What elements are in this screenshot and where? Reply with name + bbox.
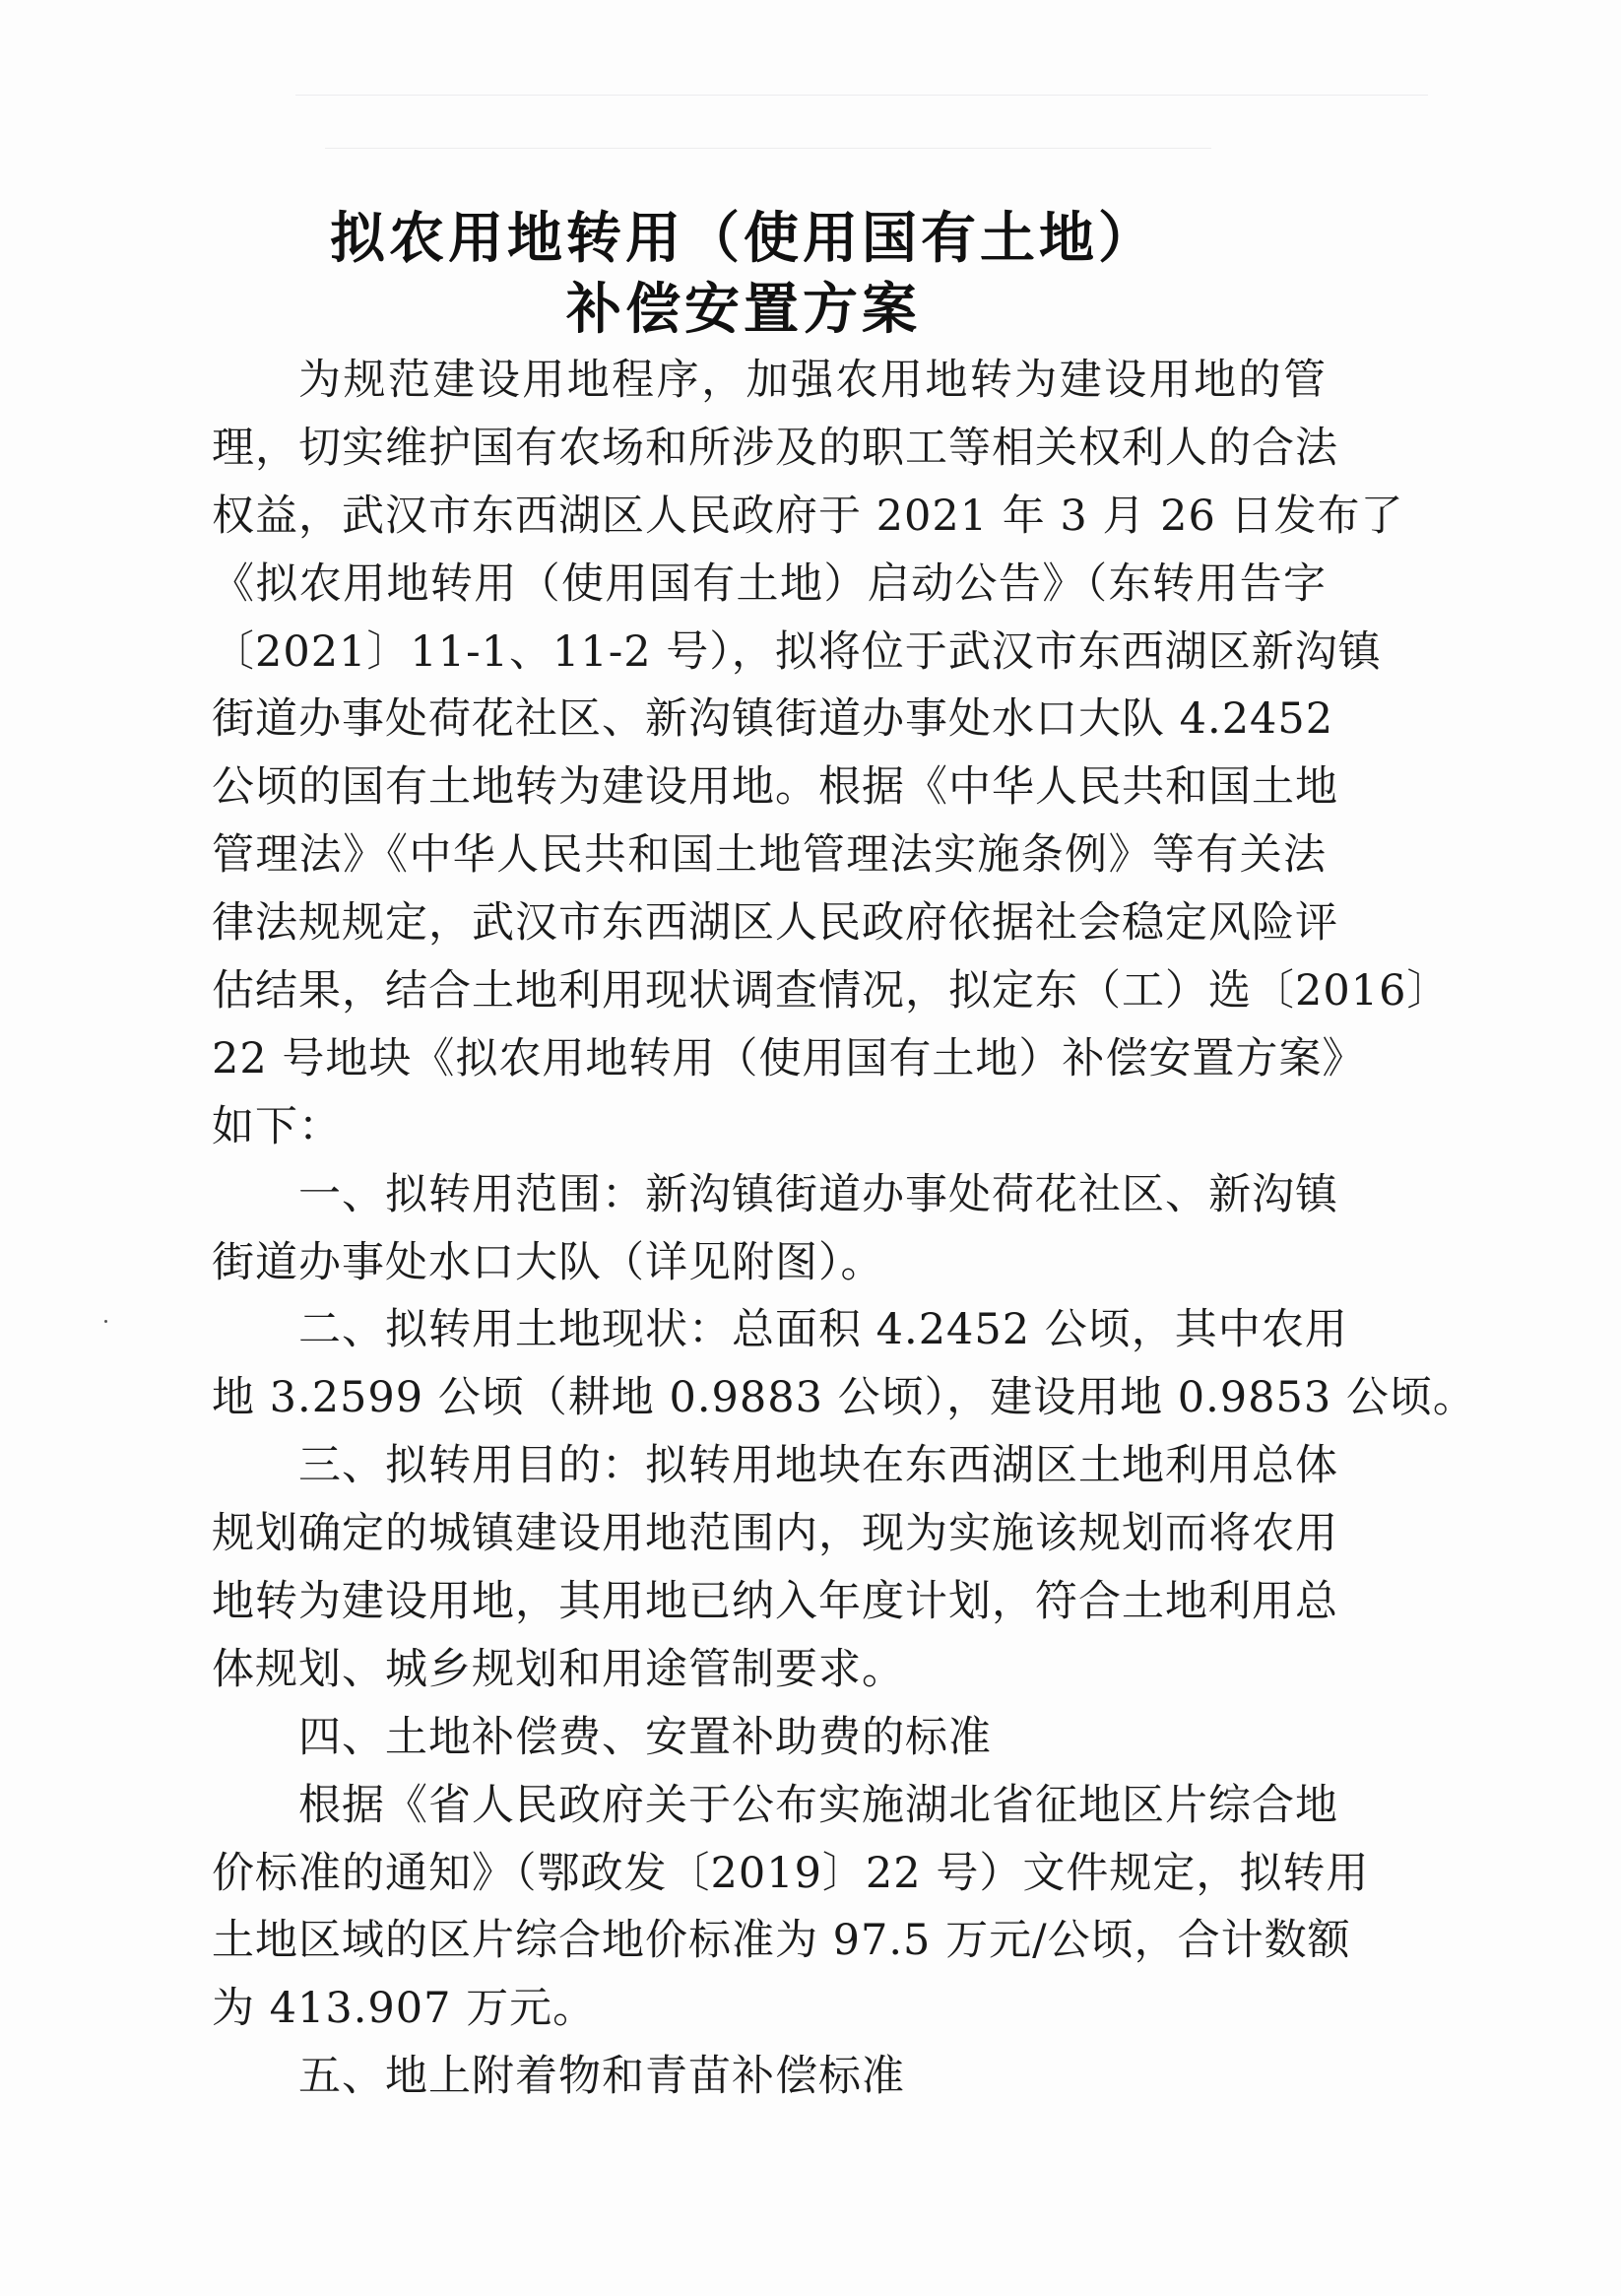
section-heading-compensation: 四、土地补偿费、安置补助费的标准 (298, 1712, 992, 1762)
scan-dot (104, 1320, 107, 1323)
body-line: 街道办事处水口大队（详见附图）。 (212, 1237, 884, 1287)
body-line: 价标准的通知》（鄂政发〔2019〕22 号）文件规定，拟转用 (212, 1848, 1370, 1898)
body-line: 〔2021〕11-1、11-2 号），拟将位于武汉市东西湖区新沟镇 (212, 626, 1382, 677)
body-line: 街道办事处荷花社区、新沟镇街道办事处水口大队 4.2452 (212, 694, 1334, 745)
body-line: 权益，武汉市东西湖区人民政府于 2021 年 3 月 26 日发布了 (212, 491, 1404, 541)
body-line: 公顷的国有土地转为建设用地。根据《中华人民共和国土地 (212, 762, 1338, 813)
body-line: 估结果，结合土地利用现状调查情况，拟定东（工）选〔2016〕 (212, 966, 1451, 1017)
body-line: 体规划、城乡规划和用途管制要求。 (212, 1644, 905, 1694)
body-line: 地 3.2599 公顷（耕地 0.9883 公顷），建设用地 0.9853 公顷。 (212, 1373, 1476, 1423)
body-line: 理，切实维护国有农场和所涉及的职工等相关权利人的合法 (212, 423, 1338, 473)
body-line: 规划确定的城镇建设用地范围内，现为实施该规划而将农用 (212, 1509, 1338, 1559)
section-heading-scope: 一、拟转用范围：新沟镇街道办事处荷花社区、新沟镇 (298, 1169, 1338, 1219)
document-title-line1: 拟农用地转用（使用国有土地） (330, 207, 1157, 271)
section-heading-attachments: 五、地上附着物和青苗补偿标准 (298, 2052, 905, 2102)
body-line: 22 号地块《拟农用地转用（使用国有土地）补偿安置方案》 (212, 1033, 1366, 1083)
document-body (212, 347, 1476, 2111)
scan-artifact (325, 148, 1211, 149)
body-line: 如下： (212, 1101, 342, 1151)
body-line: 为 413.907 万元。 (212, 1984, 597, 2034)
section-heading-status: 二、拟转用土地现状：总面积 4.2452 公顷，其中农用 (298, 1305, 1348, 1355)
body-line: 地转为建设用地，其用地已纳入年度计划，符合土地利用总 (212, 1577, 1338, 1627)
body-line: 律法规规定，武汉市东西湖区人民政府依据社会稳定风险评 (212, 898, 1338, 949)
scan-artifact (295, 95, 1428, 96)
body-line: 《拟农用地转用（使用国有土地）启动公告》（东转用告字 (212, 558, 1327, 609)
body-line: 管理法》《中华人民共和国土地管理法实施条例》等有关法 (212, 830, 1327, 881)
body-line: 根据《省人民政府关于公布实施湖北省征地区片综合地 (298, 1780, 1338, 1830)
document-title-line2: 补偿安置方案 (566, 278, 921, 342)
section-heading-purpose: 三、拟转用目的：拟转用地块在东西湖区土地利用总体 (298, 1441, 1338, 1491)
body-line: 土地区域的区片综合地价标准为 97.5 万元/公顷，合计数额 (212, 1916, 1351, 1966)
body-line: 为规范建设用地程序，加强农用地转为建设用地的管 (298, 356, 1327, 405)
